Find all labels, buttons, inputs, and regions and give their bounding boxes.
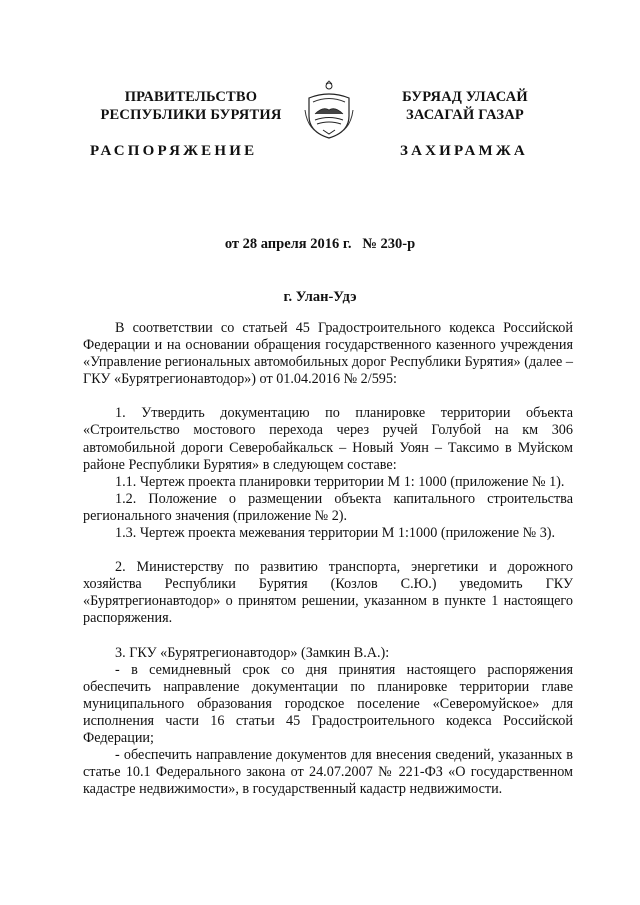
item-3-a: - в семидневный срок со дня принятия настоящего распоряжения обеспечить направление документации по планировке территории главе муниципального образования городское поселение «Северомуйское» для исполнения части 16 статьи 45 Градостроительного кодекса Российской Федерации; [83,661,573,746]
header-right [370,88,560,124]
item-2: 2. Министерству по развитию транспорта, энергетики и дорожного хозяйства Республики Бурятия (Козлов С.Ю.) уведомить ГКУ «Бурятрегионавтодор» о принятом решении, указанном в пункте 1 настоящего распоряжения. [83,559,573,627]
item-3-b: - обеспечить направление документов для внесения сведений, указанных в статье 10.1 Федерального закона от 24.07.2007 № 221-ФЗ «О государственном кадастре недвижимости», в государственный кадастр недвижимости. [83,747,573,798]
order-title-right: ЗАХИРАМЖА [400,143,528,159]
order-date-number: от 28 апреля 2016 г. № 230-р [224,236,416,252]
item-1-2: 1.2. Положение о размещении объекта капитального строительства регионального значения (приложение № 2). [83,490,573,524]
item-1-3: 1.3. Чертеж проекта межевания территории М 1:1000 (приложение № 3). [115,525,556,542]
coat-of-arms-icon [303,80,355,140]
header-left-line2: РЕСПУБЛИКИ БУРЯТИЯ [100,107,282,123]
item-1: 1. Утвердить документацию по планировке территории объекта «Строительство мостового перехода через ручей Голубой на км 306 автомобильной дороги Северобайкальск – Новый Уоян – Таксимо в Муйском районе Республики Бурятия» в следующем составе: [83,405,573,473]
city: г. Улан-Удэ [283,289,357,305]
intro-paragraph: В соответствии со статьей 45 Градостроительного кодекса Российской Федерации и на основании обращения государственного казенного учреждения «Управление региональных автомобильных дорог Республики Бурятия» (далее – ГКУ «Бурятрегионавтодор») от 01.04.2016 № 2/595: [83,320,573,388]
document-body [83,320,573,798]
order-title-left: РАСПОРЯЖЕНИЕ [90,143,258,159]
header-right-line2: ЗАСАГАЙ ГАЗАР [406,107,524,123]
item-1-1: 1.1. Чертеж проекта планировки территории М 1: 1000 (приложение № 1). [115,473,565,490]
header-left [96,88,286,124]
header-right-line1: БУРЯАД УЛАСАЙ [402,89,528,105]
item-3: 3. ГКУ «Бурятрегионавтодор» (Замкин В.А.): [115,644,390,661]
header-left-line1: ПРАВИТЕЛЬСТВО [124,89,258,105]
